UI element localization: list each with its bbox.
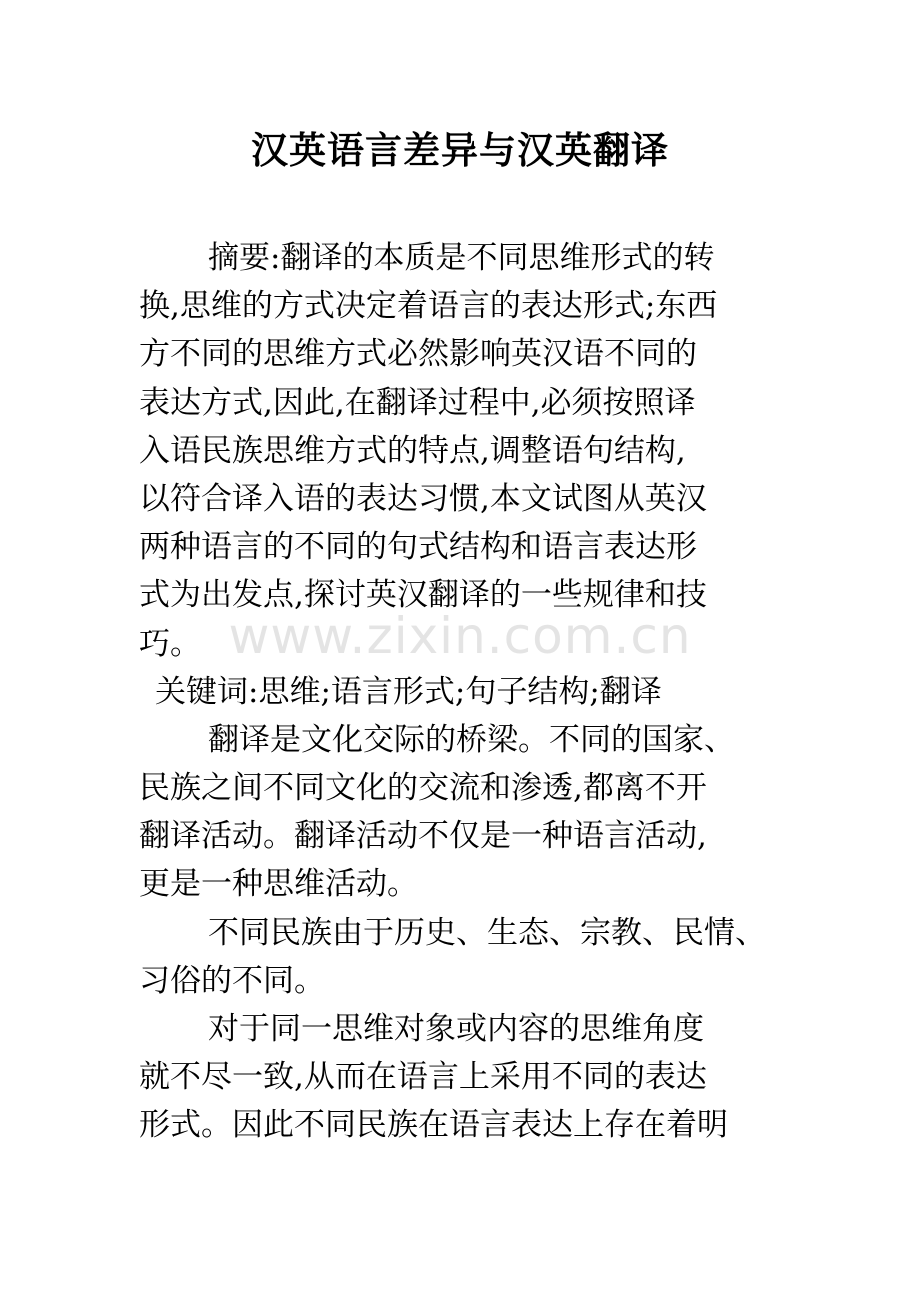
paragraph-line: 对于同一思维对象或内容的思维角度 (208, 1011, 704, 1047)
paragraph-line: 翻译活动。翻译活动不仅是一种语言活动, (139, 818, 707, 855)
paragraph-line: 民族之间不同文化的交流和渗透,都离不开 (139, 770, 707, 807)
abstract-line: 入语民族思维方式的特点,调整语句结构, (139, 432, 686, 469)
abstract-line: 两种语言的不同的句式结构和语言表达形 (139, 529, 697, 566)
abstract-paragraph (139, 234, 789, 1150)
paragraph-line: 更是一种思维活动。 (139, 866, 418, 903)
abstract-line: 式为出发点,探讨英汉翻译的一些规律和技 (139, 577, 707, 614)
document-title: 汉英语言差异与汉英翻译 (251, 128, 669, 172)
keywords-line: 关键词:思维;语言形式;句子结构;翻译 (155, 673, 662, 710)
abstract-line: 以符合译入语的表达习惯,本文试图从英汉 (139, 480, 707, 517)
abstract-line: 巧。 (139, 625, 201, 662)
abstract-line: 摘要:翻译的本质是不同思维形式的转 (208, 240, 715, 276)
paragraph-line: 不同民族由于历史、生态、宗教、民情、 (208, 914, 766, 951)
abstract-line: 换,思维的方式决定着语言的表达形式;东西 (139, 288, 718, 325)
abstract-line: 方不同的思维方式必然影响英汉语不同的 (139, 336, 697, 373)
watermark-text: www.zixin.com.cn (228, 607, 692, 665)
paragraph-line: 翻译是文化交际的桥梁。不同的国家、 (208, 721, 735, 758)
paragraph-line: 就不尽一致,从而在语言上采用不同的表达 (139, 1059, 707, 1096)
abstract-line: 表达方式,因此,在翻译过程中,必须按照译 (139, 384, 696, 421)
paragraph-line: 习俗的不同。 (139, 962, 325, 999)
paragraph-line: 形式。因此不同民族在语言表达上存在着明 (139, 1107, 728, 1144)
